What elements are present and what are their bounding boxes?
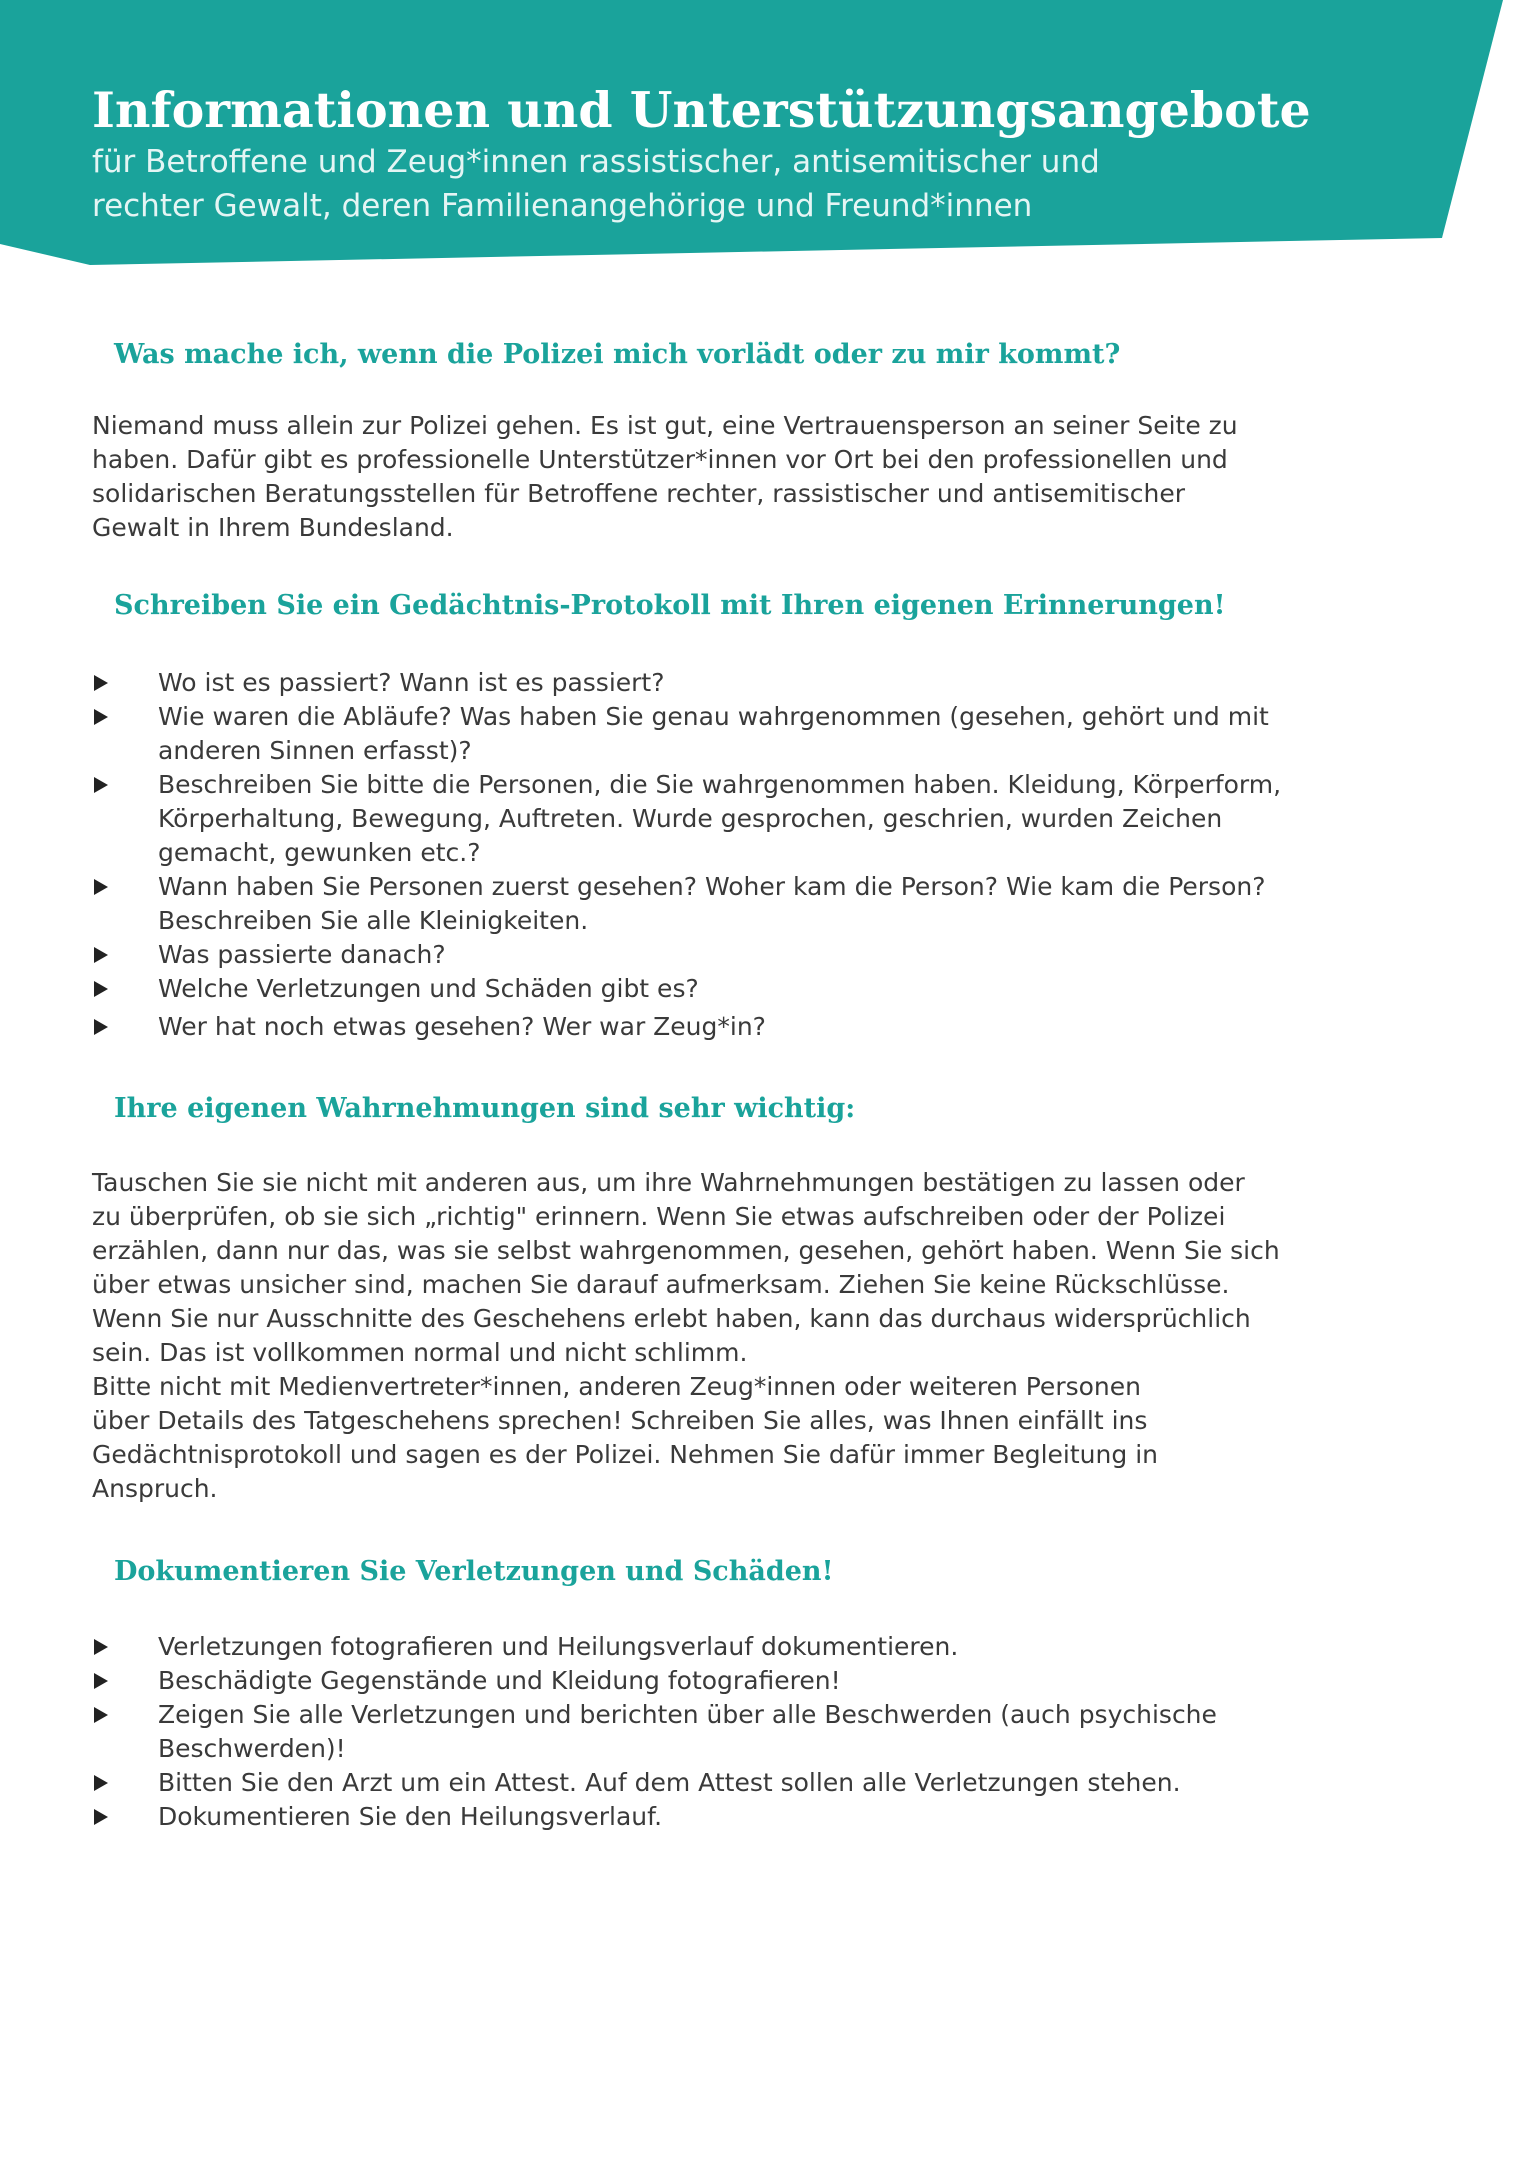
list-item-line: Wer hat noch etwas gesehen? Wer war Zeug*in? xyxy=(158,1012,766,1041)
list-item-line: Beschädigte Gegenstände und Kleidung fotografieren! xyxy=(158,1666,841,1695)
protocol-list xyxy=(92,666,1452,1044)
list-item xyxy=(92,700,1452,768)
police-paragraph xyxy=(92,409,1452,545)
bullet-arrow-icon xyxy=(94,1707,108,1723)
list-item-line: Zeigen Sie alle Verletzungen und berichten über alle Beschwerden (auch psychische xyxy=(158,1700,1217,1729)
paragraph-line: Wenn Sie nur Ausschnitte des Geschehens erlebt haben, kann das durchaus widersprüchlich xyxy=(92,1304,1251,1333)
list-item xyxy=(92,972,1452,1006)
section-heading-protocol: Schreiben Sie ein Gedächtnis-Protokoll mit Ihren eigenen Erinnerungen! xyxy=(114,590,1226,621)
list-item xyxy=(92,1664,1452,1698)
paragraph-line: Anspruch. xyxy=(92,1474,218,1503)
paragraph-line: Bitte nicht mit Medienvertreter*innen, anderen Zeug*innen oder weiteren Personen xyxy=(92,1372,1141,1401)
list-item xyxy=(92,1766,1452,1800)
list-item xyxy=(92,1800,1452,1834)
paragraph-line: über etwas unsicher sind, machen Sie darauf aufmerksam. Ziehen Sie keine Rückschlüsse. xyxy=(92,1270,1230,1299)
paragraph-line: Gewalt in Ihrem Bundesland. xyxy=(92,513,454,542)
paragraph-line: solidarischen Beratungsstellen für Betroffene rechter, rassistischer und antisemitischer xyxy=(92,479,1185,508)
header-banner xyxy=(0,0,1534,272)
list-item xyxy=(92,870,1452,938)
paragraph-line: Niemand muss allein zur Polizei gehen. Es ist gut, eine Vertrauensperson an seiner Seite zu xyxy=(92,411,1238,440)
list-item xyxy=(92,1010,1452,1044)
bullet-arrow-icon xyxy=(94,947,108,963)
list-item xyxy=(92,666,1452,700)
paragraph-line: erzählen, dann nur das, was sie selbst wahrgenommen, gesehen, gehört haben. Wenn Sie sich xyxy=(92,1236,1280,1265)
bullet-arrow-icon xyxy=(94,1639,108,1655)
paragraph-line: haben. Dafür gibt es professionelle Unterstützer*innen vor Ort bei den professionellen und xyxy=(92,445,1228,474)
bullet-arrow-icon xyxy=(94,777,108,793)
bullet-arrow-icon xyxy=(94,981,108,997)
subtitle-line: für Betroffene und Zeug*innen rassistischer, antisemitischer und xyxy=(92,144,1100,180)
paragraph-line: zu überprüfen, ob sie sich „richtig" erinnern. Wenn Sie etwas aufschreiben oder der Polizei xyxy=(92,1202,1226,1231)
list-item-line: Körperhaltung, Bewegung, Auftreten. Wurde gesprochen, geschrien, wurden Zeichen xyxy=(158,804,1223,833)
paragraph-line: Gedächtnisprotokoll und sagen es der Polizei. Nehmen Sie dafür immer Begleitung in xyxy=(92,1440,1158,1469)
list-item-line: Dokumentieren Sie den Heilungsverlauf. xyxy=(158,1802,663,1831)
bullet-arrow-icon xyxy=(94,1809,108,1825)
page-title: Informationen und Unterstützungsangebote xyxy=(92,81,1311,139)
list-item-line: Wo ist es passiert? Wann ist es passiert? xyxy=(158,668,665,697)
list-item xyxy=(92,1630,1452,1664)
list-item-line: anderen Sinnen erfasst)? xyxy=(158,736,472,765)
paragraph-line: sein. Das ist vollkommen normal und nicht schlimm. xyxy=(92,1338,748,1367)
list-item-line: Verletzungen fotografieren und Heilungsverlauf dokumentieren. xyxy=(158,1632,959,1661)
list-item-line: Beschreiben Sie alle Kleinigkeiten. xyxy=(158,906,589,935)
bullet-arrow-icon xyxy=(94,1019,108,1035)
section-heading-documentation: Dokumentieren Sie Verletzungen und Schäden! xyxy=(114,1556,834,1587)
list-item-line: Welche Verletzungen und Schäden gibt es? xyxy=(158,974,699,1003)
section-heading-police: Was mache ich, wenn die Polizei mich vorlädt oder zu mir kommt? xyxy=(114,339,1121,370)
list-item-line: Beschreiben Sie bitte die Personen, die Sie wahrgenommen haben. Kleidung, Körperform, xyxy=(158,770,1282,799)
bullet-arrow-icon xyxy=(94,879,108,895)
paragraph-line: Tauschen Sie sie nicht mit anderen aus, um ihre Wahrnehmungen bestätigen zu lassen oder xyxy=(92,1168,1245,1197)
list-item-line: Wie waren die Abläufe? Was haben Sie genau wahrgenommen (gesehen, gehört und mit xyxy=(158,702,1269,731)
section-heading-perceptions: Ihre eigenen Wahrnehmungen sind sehr wichtig: xyxy=(114,1093,856,1124)
list-item xyxy=(92,1698,1452,1766)
bullet-arrow-icon xyxy=(94,675,108,691)
page-subtitle xyxy=(92,140,1392,228)
list-item-line: Beschwerden)! xyxy=(158,1734,346,1763)
documentation-list xyxy=(92,1630,1452,1834)
perceptions-paragraph xyxy=(92,1166,1452,1506)
list-item xyxy=(92,768,1452,870)
bullet-arrow-icon xyxy=(94,709,108,725)
list-item-line: Bitten Sie den Arzt um ein Attest. Auf dem Attest sollen alle Verletzungen stehen. xyxy=(158,1768,1181,1797)
list-item-line: Wann haben Sie Personen zuerst gesehen? Woher kam die Person? Wie kam die Person? xyxy=(158,872,1266,901)
list-item xyxy=(92,938,1452,972)
bullet-arrow-icon xyxy=(94,1775,108,1791)
list-item-line: Was passierte danach? xyxy=(158,940,446,969)
subtitle-line: rechter Gewalt, deren Familienangehörige und Freund*innen xyxy=(92,188,1033,224)
paragraph-line: über Details des Tatgeschehens sprechen! Schreiben Sie alles, was Ihnen einfällt ins xyxy=(92,1406,1148,1435)
bullet-arrow-icon xyxy=(94,1673,108,1689)
list-item-line: gemacht, gewunken etc.? xyxy=(158,838,481,867)
